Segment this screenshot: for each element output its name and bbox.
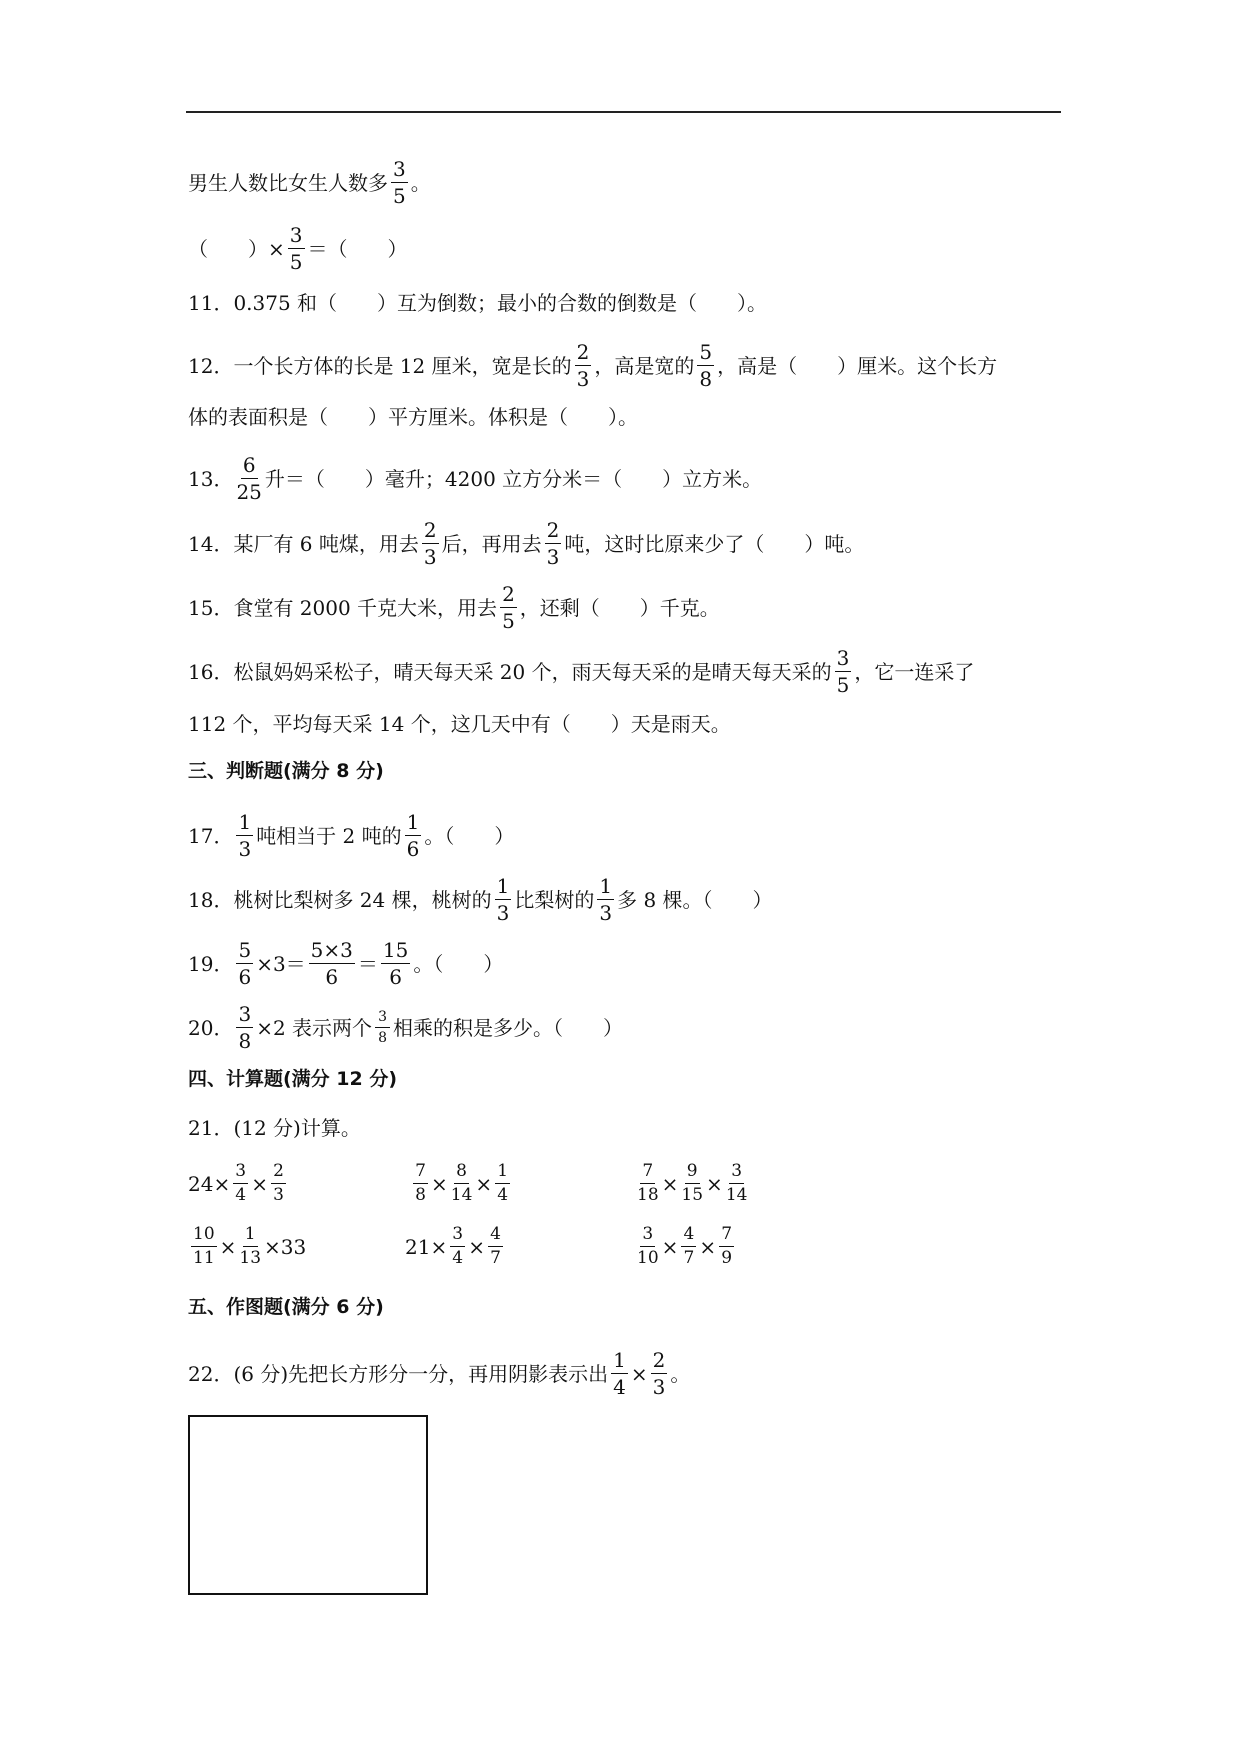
calc-item-5: 21× $\frac{3}{4}$ × $\frac{4}{7}$ [405, 1226, 506, 1267]
q16-text-a: 16．松鼠妈妈采松子，晴天每天采 20 个，雨天每天采的是晴天每天采的 [188, 659, 832, 684]
question-17 [188, 812, 514, 859]
fraction-1-3: $\frac{1}{3}$ [238, 810, 252, 861]
q17-text-a: 吨相当于 2 吨的 [256, 823, 402, 848]
question-11 [188, 293, 767, 313]
q15-text-a: 15．食堂有 2000 千克大米，用去 [188, 595, 498, 620]
q22-text-a: 22．(6 分)先把长方形分一分，再用阴影表示出 [188, 1361, 609, 1386]
calc-item-1: 24× $\frac{3}{4}$ × $\frac{2}{3}$ [188, 1163, 289, 1204]
question-18 [188, 876, 773, 923]
fraction-2-3: $\frac{2}{3}$ [546, 518, 560, 569]
fraction-15-6: $\frac{15}{6}$ [382, 938, 409, 989]
question-21 [188, 1118, 361, 1138]
q17-text-b: 。（ ） [424, 823, 515, 848]
q10-continued-line [188, 159, 431, 206]
q19-num: 19． [188, 951, 234, 976]
calc-1-lead: 24× [188, 1171, 231, 1196]
q13-num: 13． [188, 466, 234, 491]
q12-text-b: ，高是宽的 [594, 353, 695, 378]
q19-equals: ＝ [357, 951, 378, 976]
q19-text-b: 。（ ） [413, 951, 504, 976]
q19-text-a: ×3＝ [256, 951, 306, 976]
question-13 [188, 455, 762, 502]
fraction-5x3-6: $\frac{5\times 3}{6}$ [310, 938, 353, 989]
fraction-3-8-small: $\frac{3}{8}$ [375, 1010, 390, 1045]
q21-text: 21．(12 分)计算。 [188, 1116, 361, 1140]
question-12 [188, 342, 997, 389]
q22-times: × [630, 1361, 648, 1386]
fraction-2-3: $\frac{2}{3}$ [576, 340, 590, 391]
q16-text-b: ，它一连采了 [854, 659, 975, 684]
fraction-5-8: $\frac{5}{8}$ [699, 340, 713, 391]
q10-blank-line [188, 225, 408, 272]
q22-text-c: 。 [670, 1361, 691, 1386]
fraction-5-6: $\frac{5}{6}$ [238, 938, 252, 989]
section-5-heading [188, 1298, 384, 1317]
q17-num: 17． [188, 823, 234, 848]
q20-text-b: 相乘的积是多少。（ ） [393, 1015, 624, 1040]
fraction-2-3: $\frac{2}{3}$ [423, 518, 437, 569]
fraction-1-3: $\frac{1}{3}$ [599, 874, 613, 925]
q13-text: 升＝（ ）毫升；4200 立方分米＝（ ）立方米。 [264, 466, 763, 491]
q14-text-c: 吨，这时比原来少了（ ）吨。 [564, 531, 865, 556]
q20-text-a: ×2 表示两个 [256, 1015, 373, 1040]
section-3-heading [188, 762, 384, 781]
q12-text-a: 12．一个长方体的长是 12 厘米，宽是长的 [188, 353, 572, 378]
calc-item-4: $\frac{10}{11}$ × $\frac{1}{13}$ ×33 [193, 1224, 307, 1268]
calc-item-3: $\frac{7}{18}$ × $\frac{9}{15}$ × $\frac{3}{14}$ [637, 1161, 748, 1205]
section-5-title: 五、作图题(满分 6 分) [188, 1296, 384, 1318]
fraction-3-5: $\frac{3}{5}$ [393, 157, 406, 208]
q10-text-end: 。 [410, 170, 431, 195]
question-15 [188, 584, 720, 631]
q18-text-a: 18．桃树比梨树多 24 棵，桃树的 [188, 887, 492, 912]
question-12-cont [188, 407, 638, 427]
question-16 [188, 648, 974, 695]
fraction-2-3: $\frac{2}{3}$ [652, 1348, 666, 1399]
q12-text-c: ，高是（ ）厘米。这个长方 [717, 353, 998, 378]
fraction-1-6: $\frac{1}{6}$ [406, 810, 420, 861]
fraction-3-5: $\frac{3}{5}$ [289, 223, 303, 274]
fraction-3-8: $\frac{3}{8}$ [238, 1002, 252, 1053]
q10-blank-a: （ ）× [188, 236, 285, 261]
q11-text: 11．0.375 和（ ）互为倒数；最小的合数的倒数是（ ）。 [188, 291, 768, 315]
header-rule [186, 111, 1061, 113]
fraction-3-5: $\frac{3}{5}$ [836, 646, 850, 697]
fraction-6-25: $\frac{6}{25}$ [236, 453, 262, 504]
calc-item-6: $\frac{3}{10}$ × $\frac{4}{7}$ × $\frac{7}{9}$ [634, 1226, 737, 1267]
question-16-cont [188, 714, 731, 734]
drawing-rectangle[interactable] [188, 1415, 428, 1595]
question-14 [188, 520, 864, 567]
q10-text: 男生人数比女生人数多 [188, 170, 388, 195]
question-20 [188, 1004, 623, 1051]
question-19 [188, 940, 503, 987]
q18-text-c: 多 8 棵。（ ） [617, 887, 773, 912]
section-4-title: 四、计算题(满分 12 分) [188, 1068, 398, 1090]
fraction-2-5: $\frac{2}{5}$ [502, 582, 515, 633]
section-3-title: 三、判断题(满分 8 分) [188, 760, 384, 782]
q20-num: 20． [188, 1015, 234, 1040]
q18-text-b: 比梨树的 [514, 887, 595, 912]
fraction-1-3: $\frac{1}{3}$ [496, 874, 510, 925]
q10-blank-b: ＝（ ） [307, 236, 408, 261]
section-4-heading [188, 1070, 397, 1089]
q12-text-d: 体的表面积是（ ）平方厘米。体积是（ ）。 [188, 405, 638, 429]
q15-text-b: ，还剩（ ）千克。 [519, 595, 720, 620]
calc-item-2: $\frac{7}{8}$ × $\frac{8}{14}$ × $\frac{1}{4}$ [410, 1163, 513, 1204]
fraction-1-4: $\frac{1}{4}$ [613, 1348, 626, 1399]
q14-text-b: 后，再用去 [441, 531, 542, 556]
q16-text-c: 112 个，平均每天采 14 个，这几天中有（ ）天是雨天。 [188, 712, 731, 736]
question-22 [188, 1350, 690, 1397]
q14-text-a: 14．某厂有 6 吨煤，用去 [188, 531, 419, 556]
